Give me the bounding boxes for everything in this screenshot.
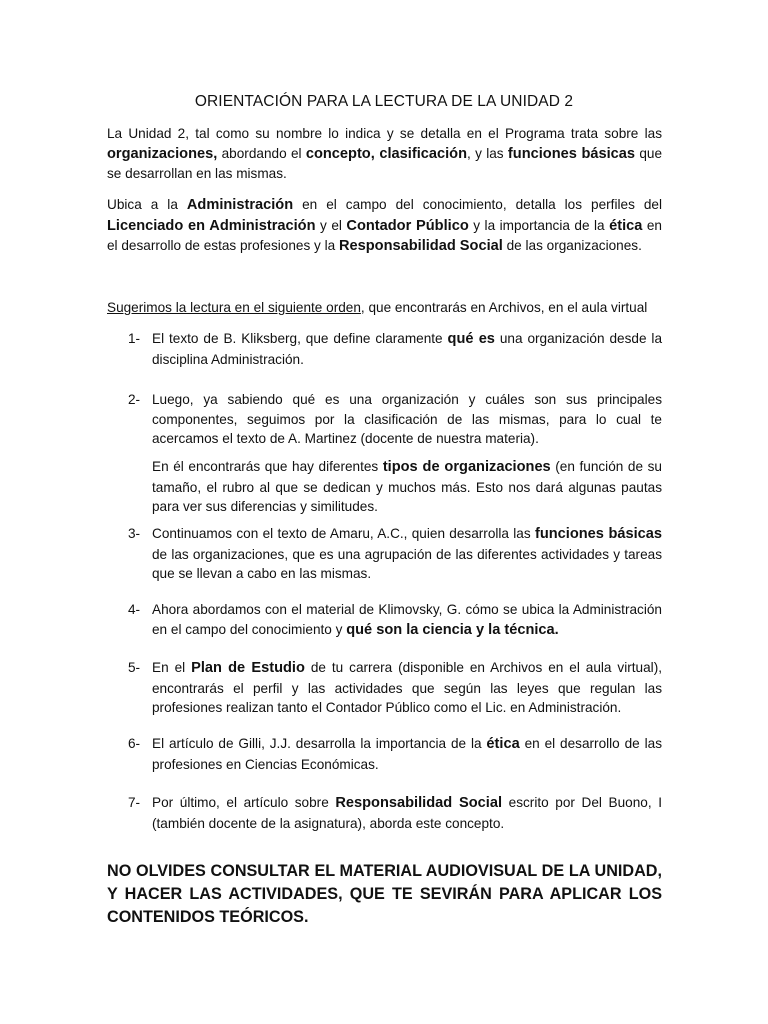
closing-reminder: NO OLVIDES CONSULTAR EL MATERIAL AUDIOVISUAL DE LA UNIDAD, Y HACER LAS ACTIVIDADES, QUE TE SEVIRÁN PARA APLICAR LOS CONTENIDOS TEÓRICOS. [107, 862, 662, 926]
intro2-text-5: en el desarrollo de estas profesiones y la [107, 217, 662, 253]
list-item-text: de tu carrera (disponible en Archivos en el aula virtual), encontrarás el perfil y las actividades que según las leyes que regulan las profesiones realizan tanto el Contador Público como el Lic. en Administración. [152, 660, 662, 715]
list-item [128, 734, 662, 774]
list-item-number: 5- [128, 660, 141, 675]
intro1-text-4: que se desarrollan en las mismas. [107, 145, 663, 181]
list-item-text: en el desarrollo de las profesiones en Ciencias Económicas. [152, 736, 662, 772]
list-item-text: Luego, ya sabiendo qué es una organización y cuáles son sus principales componentes, seguimos por la clasificación de las mismas, para lo cual te acercamos el texto de A. Martinez (docente de nuestra materia). [152, 392, 662, 446]
intro2-text-3: y el [315, 217, 347, 233]
subparagraph-bold: tipos de organizaciones [382, 459, 551, 475]
intro-paragraph-2 [107, 195, 662, 257]
intro2-text-1: Ubica a la [107, 197, 187, 212]
intro2-bold-4: ética [609, 217, 643, 234]
intro1-bold-2: concepto, clasificación [305, 145, 467, 162]
document-title: ORIENTACIÓN PARA LA LECTURA DE LA UNIDAD 2 [194, 93, 574, 110]
list-item-bold: ética [486, 736, 520, 752]
list-item-2-subparagraph [152, 457, 662, 517]
list-item [128, 390, 662, 449]
list-item-number: 3- [128, 526, 141, 541]
intro2-text-2: en el campo del conocimiento, detalla los perfiles del [293, 197, 662, 212]
list-item-text: El artículo de Gilli, J.J. desarrolla la importancia de la [152, 736, 487, 751]
list-item-text: El texto de B. Kliksberg, que define claramente [152, 331, 448, 346]
list-item-text: escrito por Del Buono, I (también docente de la asignatura), aborda este concepto. [152, 795, 662, 831]
list-item [128, 658, 662, 718]
intro2-text-6: de las organizaciones. [502, 238, 642, 253]
intro2-text-4: y la importancia de la [468, 217, 610, 233]
reading-order-rest: , que encontrarás en Archivos, en el aula virtual [360, 300, 648, 315]
list-item-number: 4- [128, 602, 141, 617]
list-item-bold: funciones básicas [534, 526, 662, 542]
list-item [128, 600, 662, 640]
subparagraph-text-1: En él encontrarás que hay diferentes [152, 459, 383, 474]
subparagraph-text-2: (en función de su tamaño, el rubro al que se dedican y muchos más. Esto nos dará algunas pautas para ver sus diferencias y similitudes. [152, 459, 662, 514]
intro2-bold-2: Licenciado en Administración [107, 217, 316, 234]
list-item-number: 1- [128, 331, 141, 346]
list-item-number: 6- [128, 736, 141, 751]
list-item-bold: qué es [447, 331, 495, 347]
list-item [128, 793, 662, 833]
reading-order-underlined: Sugerimos la lectura en el siguiente orden [107, 300, 361, 315]
intro1-text-3: , y las [467, 145, 508, 161]
list-item-number: 7- [128, 795, 141, 810]
list-item-bold: Responsabilidad Social [335, 795, 503, 811]
list-item [128, 329, 662, 369]
list-item-text: En el [152, 660, 192, 675]
intro1-text-1: La Unidad 2, tal como su nombre lo indica y se detalla en el Programa trata sobre las [107, 126, 662, 141]
list-item [128, 524, 662, 584]
intro2-bold-3: Contador Público [346, 217, 469, 234]
intro1-bold-1: organizaciones, [107, 145, 218, 162]
list-item-bold: qué son la ciencia y la técnica. [346, 621, 559, 638]
intro1-bold-3: funciones básicas [507, 145, 635, 162]
list-item-text: de las organizaciones, que es una agrupación de las diferentes actividades y tareas que se llevan a cabo en las mismas. [152, 546, 662, 581]
intro-paragraph-1 [107, 124, 662, 184]
reading-order-intro [107, 298, 662, 318]
intro1-text-2: abordando el [217, 145, 306, 161]
list-item-text: Ahora abordamos con el material de Klimovsky, G. cómo se ubica la Administración en el campo del conocimiento y [152, 602, 662, 637]
intro2-bold-5: Responsabilidad Social [338, 238, 503, 254]
list-item-bold: Plan de Estudio [191, 660, 305, 676]
list-item-number: 2- [128, 392, 141, 407]
list-item-text: Por último, el artículo sobre [152, 795, 336, 810]
list-item-text: Continuamos con el texto de Amaru, A.C., quien desarrolla las [152, 526, 535, 541]
intro2-bold-1: Administración [186, 197, 294, 213]
list-item-text: una organización desde la disciplina Administración. [152, 331, 663, 367]
